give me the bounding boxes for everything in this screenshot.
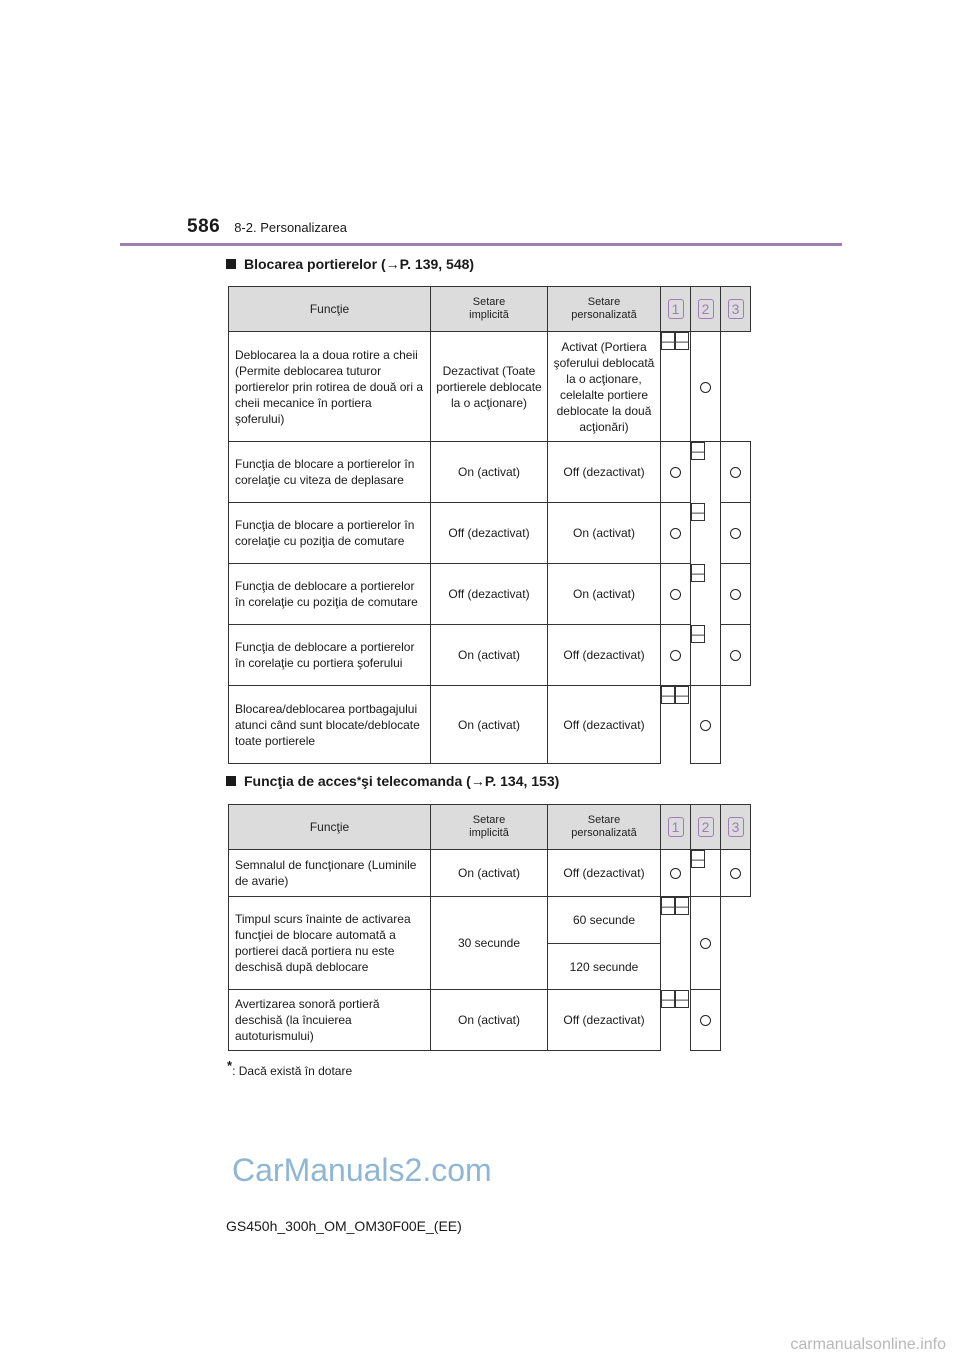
row-function: Blocarea/deblocarea portbagajului atunci când sunt blocate/deblocate toate portierele — [229, 686, 431, 764]
circle-mark-icon — [670, 467, 681, 478]
row-mark-3 — [691, 990, 721, 1051]
row-function: Avertizarea sonoră portieră deschisă (la încuierea autoturismului) — [229, 990, 431, 1051]
table-row — [229, 990, 751, 1051]
row-default: Off (dezactivat) — [431, 564, 548, 625]
footnote-star: * — [356, 775, 362, 787]
row-mark-3 — [691, 332, 721, 442]
circle-mark-icon — [730, 589, 741, 600]
row-custom: Off (dezactivat) — [548, 990, 661, 1051]
number-badge-3-icon: 3 — [727, 301, 745, 317]
table-row — [229, 686, 751, 764]
circle-mark-icon — [670, 868, 681, 879]
square-bullet-icon — [226, 259, 236, 269]
row-mark-2: — — [676, 991, 688, 1006]
header-method-2 — [691, 805, 721, 850]
row-default: On (activat) — [431, 442, 548, 503]
row-custom: On (activat) — [548, 503, 661, 564]
table-row — [229, 442, 751, 503]
section-heading-door-lock — [226, 256, 474, 272]
table-header-row — [229, 805, 751, 850]
row-mark-2: — — [692, 565, 704, 580]
header-rule — [120, 243, 842, 246]
row-default: Off (dezactivat) — [431, 503, 548, 564]
header-default: Setare implicită — [431, 805, 548, 850]
circle-mark-icon — [730, 868, 741, 879]
circle-mark-icon — [700, 938, 711, 949]
header-method-1 — [661, 287, 691, 332]
circle-mark-icon — [700, 1015, 711, 1026]
row-mark-1 — [661, 503, 691, 564]
circle-mark-icon — [730, 467, 741, 478]
row-custom: Activat (Portiera şoferului deblocată la o acţionare, celelalte portiere deblocate la două acţionări) — [548, 332, 661, 442]
row-mark-1: — — [662, 899, 674, 913]
row-default: 30 secunde — [431, 897, 548, 990]
header-custom: Setare personalizată — [548, 287, 661, 332]
circle-mark-icon — [670, 589, 681, 600]
row-default: On (activat) — [431, 686, 548, 764]
row-mark-1 — [661, 564, 691, 625]
row-function: Funcţia de deblocare a portierelor în corelaţie cu poziţia de comutare — [229, 564, 431, 625]
row-mark-2: — — [692, 852, 704, 866]
row-mark-3 — [721, 503, 751, 564]
section-heading-text: Blocarea portierelor (→P. 139, 548) — [244, 256, 475, 272]
row-mark-2: — — [676, 899, 688, 913]
row-custom: Off (dezactivat) — [548, 442, 661, 503]
number-badge-1-icon: 1 — [667, 301, 685, 317]
row-custom-option-b: 120 secunde — [548, 944, 661, 990]
row-custom: Off (dezactivat) — [548, 625, 661, 686]
row-mark-3 — [691, 686, 721, 764]
row-mark-3 — [721, 850, 751, 897]
circle-mark-icon — [730, 528, 741, 539]
footnote-star: * — [227, 1058, 233, 1073]
circle-mark-icon — [670, 650, 681, 661]
section-heading-text-b: şi telecomanda (→P. 134, 153) — [361, 773, 560, 789]
section-heading-text-a: Funcţia de acces — [244, 773, 357, 789]
header-method-3 — [721, 287, 751, 332]
watermark-center: CarManuals2.com — [232, 1152, 492, 1188]
row-mark-2: — — [676, 688, 688, 702]
row-mark-3 — [721, 442, 751, 503]
circle-mark-icon — [730, 650, 741, 661]
section-heading-access — [226, 773, 559, 789]
number-badge-3-icon: 3 — [727, 819, 745, 835]
table-row — [229, 503, 751, 564]
row-function: Funcţia de blocare a portierelor în corelaţie cu viteza de deplasare — [229, 442, 431, 503]
header-default: Setare implicită — [431, 287, 548, 332]
circle-mark-icon — [700, 720, 711, 731]
circle-mark-icon — [700, 382, 711, 393]
row-default: On (activat) — [431, 625, 548, 686]
footnote — [227, 1058, 352, 1078]
row-mark-1 — [661, 850, 691, 897]
page-number: 586 — [187, 216, 221, 237]
row-function: Funcţia de blocare a portierelor în corelaţie cu poziţia de comutare — [229, 503, 431, 564]
number-badge-1-icon: 1 — [667, 819, 685, 835]
access-settings-table — [228, 804, 751, 1051]
row-default: On (activat) — [431, 850, 548, 897]
row-custom: On (activat) — [548, 564, 661, 625]
footer-model-code: GS450h_300h_OM_OM30F00E_(EE) — [226, 1218, 462, 1234]
square-bullet-icon — [226, 776, 236, 786]
number-badge-2-icon: 2 — [697, 301, 715, 317]
row-mark-2: — — [692, 444, 704, 458]
row-function: Timpul scurs înainte de activarea funcţiei de blocare automată a portierei dacă portiera nu este deschisă după deblocare — [229, 897, 431, 990]
row-default: Dezactivat (Toate portierele deblocate la o acţionare) — [431, 332, 548, 442]
table-header-row — [229, 287, 751, 332]
watermark-bottom: carmanualsonline.info — [790, 1336, 946, 1353]
row-mark-3 — [691, 897, 721, 990]
row-mark-1: — — [662, 991, 674, 1006]
header-custom: Setare personalizată — [548, 805, 661, 850]
row-mark-2: — — [676, 334, 688, 348]
row-mark-1: — — [662, 688, 674, 702]
row-mark-1: — — [662, 334, 674, 348]
table-row — [229, 897, 751, 944]
row-function: Funcţia de deblocare a portierelor în corelaţie cu portiera şoferului — [229, 625, 431, 686]
table-row — [229, 625, 751, 686]
table-row — [229, 564, 751, 625]
header-function: Funcţie — [229, 805, 431, 850]
row-custom-option-a: 60 secunde — [548, 897, 661, 944]
row-function: Deblocarea la a doua rotire a cheii (Permite deblocarea tuturor portierelor prin rotirea de două ori a cheii mecanice în portiera şoferului) — [229, 332, 431, 442]
header-method-2 — [691, 287, 721, 332]
row-custom: Off (dezactivat) — [548, 686, 661, 764]
row-mark-1 — [661, 442, 691, 503]
page-header — [187, 216, 347, 238]
footnote-text: : Dacă există în dotare — [232, 1064, 353, 1078]
header-function: Funcţie — [229, 287, 431, 332]
row-default: On (activat) — [431, 990, 548, 1051]
circle-mark-icon — [670, 528, 681, 539]
section-title: 8-2. Personalizarea — [234, 220, 347, 235]
row-mark-1 — [661, 625, 691, 686]
door-lock-settings-table — [228, 286, 751, 764]
table-row — [229, 850, 751, 897]
row-custom: Off (dezactivat) — [548, 850, 661, 897]
number-badge-2-icon: 2 — [697, 819, 715, 835]
header-method-3 — [721, 805, 751, 850]
header-method-1 — [661, 805, 691, 850]
row-mark-3 — [721, 625, 751, 686]
row-mark-2: — — [692, 626, 704, 641]
row-function: Semnalul de funcţionare (Luminile de avarie) — [229, 850, 431, 897]
table-row — [229, 332, 751, 442]
row-mark-2: — — [692, 504, 704, 519]
row-mark-3 — [721, 564, 751, 625]
